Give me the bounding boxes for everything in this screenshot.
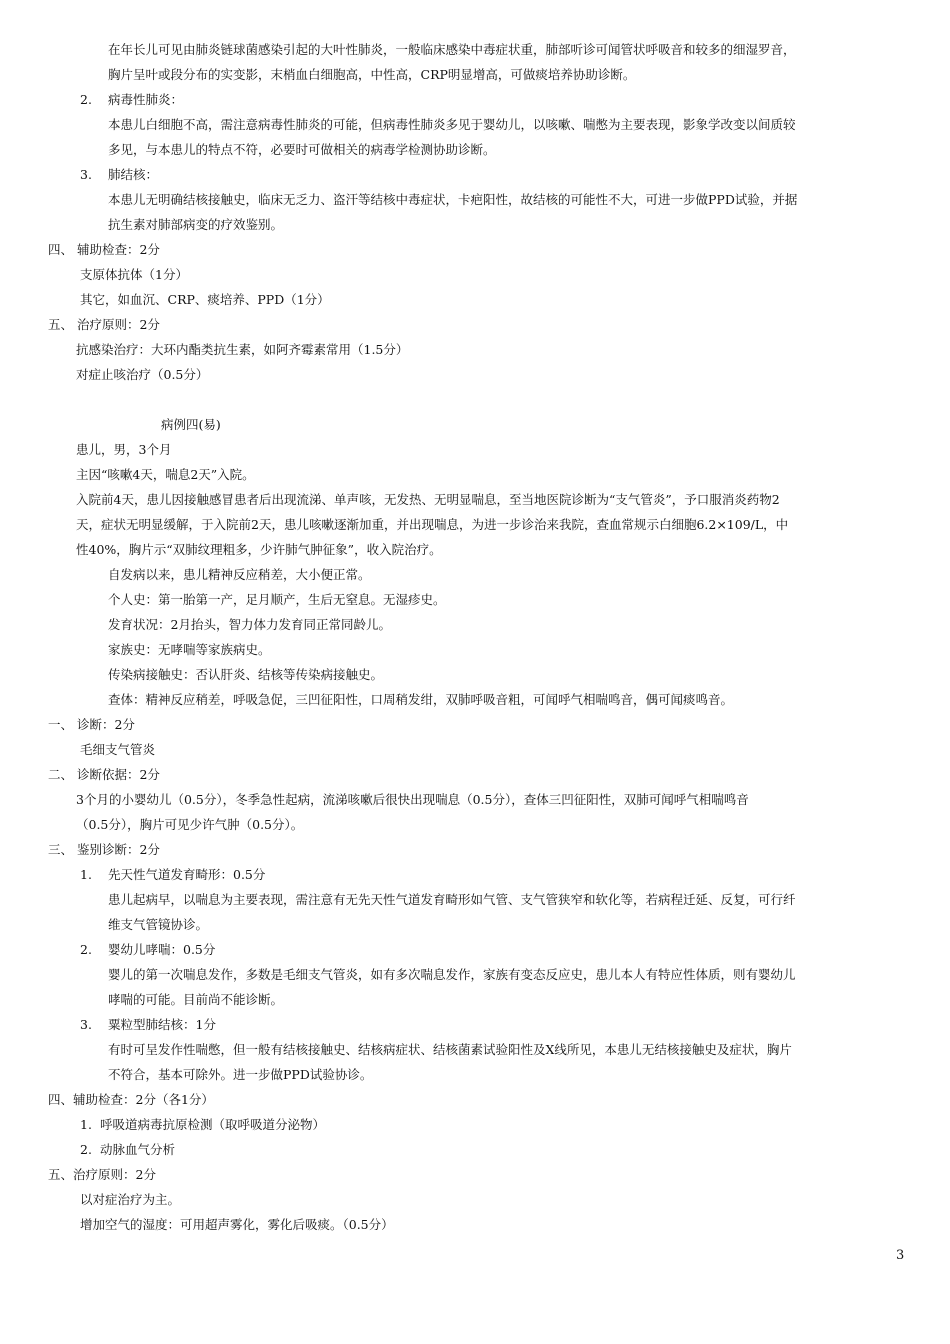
detail-line: 传染病接触史：否认肝炎、结核等传染病接触史。 [108, 667, 384, 682]
paragraph-line: 多见，与本患儿的特点不符，必要时可做相关的病毒学检测协助诊断。 [108, 142, 496, 157]
section-heading: 五、 治疗原则：2分 [48, 317, 160, 332]
list-item: 动脉血气分析 [100, 1142, 176, 1157]
item-number: 3. [80, 167, 92, 182]
item-number: 2. [80, 1142, 92, 1157]
item-title: 先天性气道发育畸形：0.5分 [108, 867, 266, 882]
paragraph-line: 在年长儿可见由肺炎链球菌感染引起的大叶性肺炎，一般临床感染中毒症状重，肺部听诊可闻管状呼吸音和较多的细湿罗音， [108, 42, 796, 57]
paragraph-line: 支原体抗体（1分） [80, 267, 188, 282]
paragraph-line: 其它，如血沉、CRP、痰培养、PPD（1分） [80, 292, 330, 307]
section-heading: 三、 鉴别诊断：2分 [48, 842, 160, 857]
detail-line: 自发病以来，患儿精神反应稍差，大小便正常。 [108, 567, 371, 582]
item-title: 病毒性肺炎： [108, 92, 184, 107]
paragraph-line: 抗生素对肺部病变的疗效鉴别。 [108, 217, 284, 232]
case-title: 病例四(易) [161, 417, 221, 432]
item-number: 2. [80, 92, 92, 107]
detail-line: 家族史：无哮喘等家族病史。 [108, 642, 271, 657]
paragraph-line: 维支气管镜协诊。 [108, 917, 209, 932]
item-number: 1. [80, 1117, 92, 1132]
paragraph-line: 不符合，基本可除外。进一步做PPD试验协诊。 [108, 1067, 373, 1082]
chief-complaint: 主因“咳嗽4天，喘息2天”入院。 [76, 467, 255, 482]
list-item: 呼吸道病毒抗原检测（取呼吸道分泌物） [100, 1117, 326, 1132]
item-title: 肺结核： [108, 167, 159, 182]
diagnosis-value: 毛细支气管炎 [80, 742, 156, 757]
item-title: 粟粒型肺结核：1分 [108, 1017, 216, 1032]
paragraph-line: 患儿起病早，以喘息为主要表现，需注意有无先天性气道发育畸形如气管、支气管狭窄和软化等，若病程迁延、反复，可行纤 [108, 892, 796, 907]
paragraph-line: 3个月的小婴幼儿（0.5分），冬季急性起病，流涕咳嗽后很快出现喘息（0.5分），查体三凹征阳性，双肺可闻呼气相喘鸣音 [76, 792, 749, 807]
paragraph-line: 有时可呈发作性喘憋，但一般有结核接触史、结核病症状、结核菌素试验阳性及X线所见，本患儿无结核接触史及症状，胸片 [108, 1042, 792, 1057]
paragraph-line: 抗感染治疗：大环内酯类抗生素，如阿齐霉素常用（1.5分） [76, 342, 409, 357]
history-line: 性40%，胸片示“双肺纹理粗多，少许肺气肿征象”，收入院治疗。 [76, 542, 442, 557]
paragraph-line: 对症止咳治疗（0.5分） [76, 367, 209, 382]
item-number: 1. [80, 867, 92, 882]
page-number: 3 [896, 1248, 905, 1263]
history-line: 天，症状无明显缓解，于入院前2天，患儿咳嗽逐渐加重，并出现喘息，为进一步诊治来我院，查血常规示白细胞6.2×109/L，中 [76, 517, 789, 532]
paragraph-line: 婴儿的第一次喘息发作，多数是毛细支气管炎，如有多次喘息发作，家族有变态反应史，患儿本人有特应性体质，则有婴幼儿 [108, 967, 796, 982]
paragraph-line: 以对症治疗为主。 [80, 1192, 181, 1207]
paragraph-line: 本患儿无明确结核接触史，临床无乏力、盗汗等结核中毒症状，卡疤阳性，故结核的可能性不大，可进一步做PPD试验，并据 [108, 192, 798, 207]
section-heading: 五、治疗原则：2分 [48, 1167, 156, 1182]
section-heading: 四、辅助检查：2分（各1分） [48, 1092, 214, 1107]
paragraph-line: 增加空气的湿度：可用超声雾化，雾化后吸痰。（0.5分） [80, 1217, 394, 1232]
patient-info: 患儿，男，3个月 [76, 442, 172, 457]
paragraph-line: 本患儿白细胞不高，需注意病毒性肺炎的可能，但病毒性肺炎多见于婴幼儿，以咳嗽、喘憋为主要表现，影象学改变以间质较 [108, 117, 796, 132]
item-title: 婴幼儿哮喘：0.5分 [108, 942, 216, 957]
history-line: 入院前4天，患儿因接触感冒患者后出现流涕、单声咳，无发热、无明显喘息，至当地医院诊断为“支气管炎”，予口服消炎药物2 [76, 492, 780, 507]
detail-line: 查体：精神反应稍差，呼吸急促，三凹征阳性，口周稍发绀，双肺呼吸音粗，可闻呼气相喘鸣音，偶可闻痰鸣音。 [108, 692, 734, 707]
section-heading: 四、 辅助检查：2分 [48, 242, 160, 257]
section-heading: 一、 诊断：2分 [48, 717, 135, 732]
section-heading: 二、 诊断依据：2分 [48, 767, 160, 782]
paragraph-line: （0.5分），胸片可见少许气肿（0.5分）。 [76, 817, 304, 832]
paragraph-line: 胸片呈叶或段分布的实变影，末梢血白细胞高，中性高，CRP明显增高，可做痰培养协助诊断。 [108, 67, 636, 82]
paragraph-line: 哮喘的可能。目前尚不能诊断。 [108, 992, 284, 1007]
detail-line: 个人史：第一胎第一产，足月顺产，生后无窒息。无湿疹史。 [108, 592, 446, 607]
item-number: 2. [80, 942, 92, 957]
detail-line: 发育状况：2月抬头，智力体力发育同正常同龄儿。 [108, 617, 391, 632]
item-number: 3. [80, 1017, 92, 1032]
